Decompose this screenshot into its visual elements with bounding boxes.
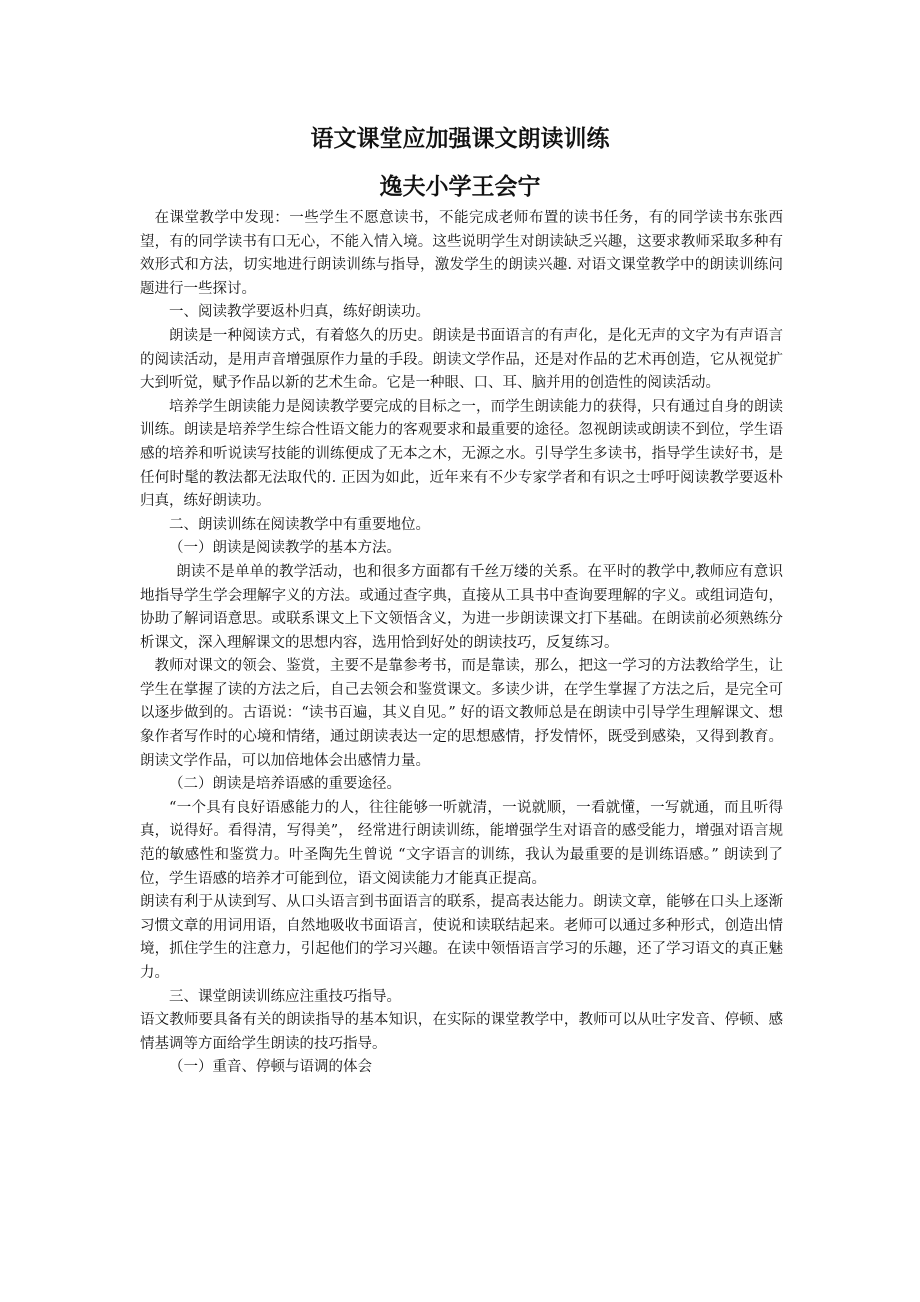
paragraph: 朗读不是单单的教学活动，也和很多方面都有千丝万缕的关系。在平时的教学中,教师应有意识地指导学生学会理解字义的方法。或通过查字典，直接从工具书中查询要理解的字义。或组词造句，协助了解词语意思。或联系课文上下文领悟含义，为进一步朗读课文打下基础。在朗读前必须熟练分析课文，深入理解课文的思想内容，选用恰到好处的朗读技巧，反复练习。 [140, 563, 783, 651]
paragraph: 二、朗读训练在阅读教学中有重要地位。 [169, 516, 430, 533]
paragraph: 培养学生朗读能力是阅读教学要完成的目标之一，而学生朗读能力的获得，只有通过自身的朗读训练。朗读是培养学生综合性语文能力的客观要求和最重要的途径。忽视朗读或朗读不到位，学生语感的培养和听说读写技能的训练便成了无本之木，无源之水。引导学生多读书，指导学生读好书，是任何时髦的教法都无法取代的. 正因为如此，近年来有不少专家学者和有识之士呼吁阅读教学要返朴归真，练好朗读功。 [140, 398, 783, 510]
paragraph: （二）朗读是培养语感的重要途径。 [169, 776, 401, 793]
paragraph: 语文教师要具备有关的朗读指导的基本知识，在实际的课堂教学中，教师可以从吐字发音、停顿、感情基调等方面给学生朗读的技巧指导。 [140, 1012, 783, 1052]
document-title: 语文课堂应加强课文朗读训练 [310, 126, 610, 152]
paragraph: 朗读有利于从读到写、从口头语言到书面语言的联系，提高表达能力。朗读文章，能够在口头上逐渐习惯文章的用词用语，自然地吸收书面语言，使说和读联结起来。老师可以通过多种形式，创造出情境，抓住学生的注意力，引起他们的学习兴趣。在读中领悟语言学习的乐趣，还了学习语文的真正魅力。 [140, 894, 783, 981]
document-author: 逸夫小学王会宁 [379, 174, 541, 200]
document-body [140, 207, 783, 1080]
paragraph: 三、课堂朗读训练应注重技巧指导。 [169, 988, 401, 1005]
paragraph: （一）朗读是阅读教学的基本方法。 [169, 540, 401, 557]
paragraph: “一个具有良好语感能力的人，往往能够一听就清，一说就顺，一看就懂，一写就通，而且听得真，说得好。看得清，写得美”， 经常进行朗读训练，能增强学生对语音的感受能力，增强对语言规范的敏感性和鉴赏力。叶圣陶先生曾说 “文字语言的训练，我认为最重要的是训练语感。” 朗读到了位，学生语感的培养才可能到位，语文阅读能力才能真正提高。 [140, 799, 783, 887]
paragraph: 朗读是一种阅读方式，有着悠久的历史。朗读是书面语言的有声化，是化无声的文字为有声语言的阅读活动，是用声音增强原作力量的手段。朗读文学作品，还是对作品的艺术再创造，它从视觉扩大到听觉，赋予作品以新的艺术生命。它是一种眼、口、耳、脑并用的创造性的阅读活动。 [140, 327, 783, 392]
paragraph: （一）重音、停顿与语调的体会 [169, 1059, 372, 1076]
paragraph: 在课堂教学中发现：一些学生不愿意读书，不能完成老师布置的读书任务，有的同学读书东张西望，有的同学读书有口无心，不能入情入境。这些说明学生对朗读缺乏兴趣，这要求教师采取多种有效形式和方法，切实地进行朗读训练与指导，激发学生的朗读兴趣. 对语文课堂教学中的朗读训练问题进行一些探讨。 [140, 210, 783, 297]
paragraph: 一、阅读教学要返朴归真，练好朗读功。 [169, 304, 430, 321]
paragraph: 教师对课文的领会、鉴赏，主要不是靠参考书，而是靠读，那么，把这一学习的方法教给学生，让学生在掌握了读的方法之后，自己去领会和鉴赏课文。多读少讲，在学生掌握了方法之后，是完全可以逐步做到的。古语说：“读书百遍，其义自见。” 好的语文教师总是在朗读中引导学生理解课文、想象作者写作时的心境和情绪，通过朗读表达一定的思想感情，抒发情怀，既受到感染，又得到教育。朗读文学作品，可以加倍地体会出感情力量。 [140, 658, 783, 769]
